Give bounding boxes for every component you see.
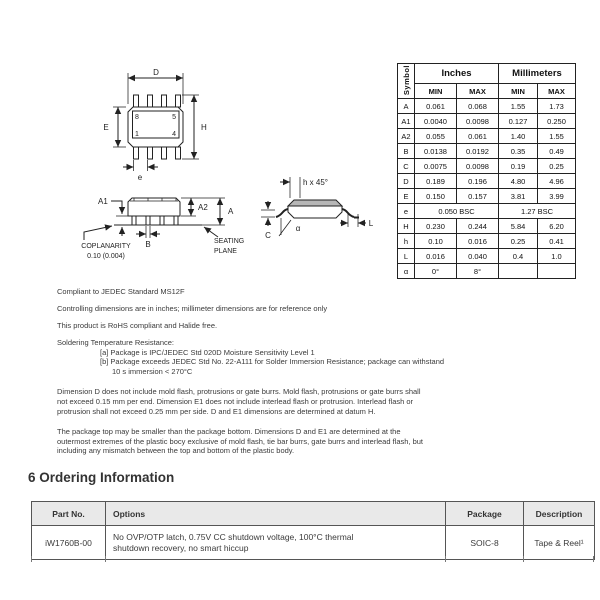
part-number-cell: iW1760B-00 (32, 526, 106, 560)
dim-row-D (398, 174, 576, 189)
dim-value: 1.73 (538, 99, 576, 114)
dim-value: 0.49 (538, 144, 576, 159)
dim-row-e (398, 204, 576, 219)
note-line: outermost extremes of the plastic bocy exclusive of mold flash, tie bar burrs, gate burrs and interlead flash, but (57, 436, 424, 446)
dim-label-b: B (145, 240, 151, 249)
dim-value: 0.0040 (415, 114, 457, 129)
dim-value: 0.157 (457, 189, 499, 204)
dim-value: 0.189 (415, 174, 457, 189)
dim-label-pitch: e (137, 173, 143, 182)
note-soldering (57, 338, 497, 376)
dim-value: 1.40 (499, 129, 538, 144)
dim-value: 0.250 (538, 114, 576, 129)
dim-label-c: C (265, 231, 271, 240)
ic-body-outline (128, 107, 183, 147)
dim-symbol: e (398, 204, 415, 219)
dim-value: 0.41 (538, 234, 576, 249)
dim-symbol: D (398, 174, 415, 189)
dim-value: 1.0 (538, 249, 576, 264)
dim-value: 0.0192 (457, 144, 499, 159)
dim-value: 0.25 (499, 234, 538, 249)
dim-value: 0.040 (457, 249, 499, 264)
ordering-row (32, 526, 595, 560)
dim-value: 0.25 (538, 159, 576, 174)
note-compliance: Compliant to JEDEC Standard MS12F (57, 287, 185, 296)
dim-symbol: A2 (398, 129, 415, 144)
note-line: not exceed 0.15 mm per end. Dimension E1 does not include interlead flash or protrusion. Interlead flash or (57, 396, 414, 406)
dim-symbol: E (398, 189, 415, 204)
table-continuation-stub (523, 556, 524, 562)
coplanarity-value: 0.10 (0.004) (87, 253, 125, 260)
col-header-part-no: Part No. (32, 502, 106, 526)
dim-value: 0.10 (415, 234, 457, 249)
dim-value (499, 264, 538, 279)
description-cell: Tape & Reel¹ (524, 526, 595, 560)
dim-row-alpha (398, 264, 576, 279)
dim-value: 0.0138 (415, 144, 457, 159)
package-top-view-diagram (60, 55, 250, 187)
dim-value: 0.127 (499, 114, 538, 129)
inches-min-header: MIN (415, 84, 457, 99)
ordering-header-row (32, 502, 595, 526)
pin-number-4: 4 (172, 131, 176, 138)
ordering-section-heading: 6 Ordering Information (28, 470, 175, 485)
dim-value: 0.19 (499, 159, 538, 174)
dim-value: 0.016 (415, 249, 457, 264)
seating-plane-label-2: PLANE (214, 248, 237, 255)
dimensions-table (397, 63, 576, 279)
dim-row-A1 (398, 114, 576, 129)
coplanarity-label: COPLANARITY (81, 243, 131, 250)
dim-row-C (398, 159, 576, 174)
dim-value: 4.80 (499, 174, 538, 189)
dim-value: 0.016 (457, 234, 499, 249)
dim-row-L (398, 249, 576, 264)
dim-value-span: 1.27 BSC (499, 204, 576, 219)
note-line: Dimension D does not include mold flash, protrusions or gate burrs. Mold flash, protrusions or gate burrs shall (57, 387, 421, 397)
note-soldering-b-cont: 10 s immersion < 270°C (112, 366, 193, 376)
dim-value (538, 264, 576, 279)
dim-value: 0.061 (457, 129, 499, 144)
dim-label-d: D (153, 68, 159, 77)
table-continuation-stub (31, 556, 32, 562)
dim-label-a2: A2 (198, 203, 208, 212)
inches-header: Inches (415, 64, 499, 84)
dim-value: 6.20 (538, 219, 576, 234)
dim-value: 0.055 (415, 129, 457, 144)
dim-value: 5.84 (499, 219, 538, 234)
dim-value: 0.35 (499, 144, 538, 159)
dim-value: 0.0075 (415, 159, 457, 174)
note-package-top (57, 427, 497, 456)
col-header-options: Options (106, 502, 446, 526)
mm-max-header: MAX (538, 84, 576, 99)
dim-value: 1.55 (499, 99, 538, 114)
package-end-view-diagram (255, 172, 385, 260)
dim-label-e: E (103, 123, 109, 132)
dim-row-H (398, 219, 576, 234)
col-header-package: Package (446, 502, 524, 526)
dim-symbol: B (398, 144, 415, 159)
dim-row-h (398, 234, 576, 249)
dim-label-a: A (228, 207, 234, 216)
dim-row-E (398, 189, 576, 204)
package-cell: SOIC-8 (446, 526, 524, 560)
pin-number-8: 8 (135, 114, 139, 121)
dim-label-alpha: α (295, 224, 301, 233)
note-line: protrusion shall not exceed 0.25 mm per side. D and E1 dimensions are determined at datum H. (57, 406, 376, 416)
dim-value: 8° (457, 264, 499, 279)
note-line: including any mismatch between the top and bottom of the plastic body. (57, 446, 295, 456)
dim-value: 0° (415, 264, 457, 279)
dim-value: 0.4 (499, 249, 538, 264)
inches-max-header: MAX (457, 84, 499, 99)
dim-symbol: H (398, 219, 415, 234)
dim-row-A2 (398, 129, 576, 144)
dim-label-h: H (201, 123, 207, 132)
options-line: shutdown recovery, no smart hiccup (113, 542, 249, 553)
symbol-header: Symbol (398, 64, 415, 99)
dim-label-chamfer: h x 45° (303, 178, 328, 187)
note-soldering-a: [a] Package is IPC/JEDEC Std 020D Moisture Sensitivity Level 1 (100, 347, 315, 357)
dim-value: 4.96 (538, 174, 576, 189)
note-dimension-d (57, 387, 497, 416)
pin-number-1: 1 (135, 131, 139, 138)
seating-plane-label-1: SEATING (214, 238, 245, 245)
table-continuation-stub (105, 556, 106, 562)
mm-min-header: MIN (499, 84, 538, 99)
dim-label-a1: A1 (98, 197, 108, 206)
options-cell (106, 526, 446, 560)
pin-number-5: 5 (172, 114, 176, 121)
note-soldering-b: [b] Package exceeds JEDEC Std No. 22-A111 for Solder Immersion Resistance; package can withstand (100, 357, 445, 367)
dim-row-A (398, 99, 576, 114)
dim-label-l: L (368, 219, 374, 228)
table-continuation-stub (593, 556, 594, 562)
col-header-description: Description (524, 502, 595, 526)
ordering-table (31, 501, 595, 560)
note-line: The package top may be smaller than the package bottom. Dimensions D and E1 are determined at the (57, 427, 401, 437)
note-rohs: This product is RoHS compliant and Halide free. (57, 320, 218, 330)
dim-symbol: h (398, 234, 415, 249)
package-side-view-diagram (70, 185, 250, 270)
dim-symbol: L (398, 249, 415, 264)
dim-value-span: 0.050 BSC (415, 204, 499, 219)
dim-value: 1.55 (538, 129, 576, 144)
table-continuation-stub (445, 556, 446, 562)
note-soldering-title: Soldering Temperature Resistance: (57, 337, 175, 347)
dim-symbol: A1 (398, 114, 415, 129)
dim-value: 3.81 (499, 189, 538, 204)
dim-value: 0.230 (415, 219, 457, 234)
package-notes (57, 287, 497, 467)
dim-value: 0.061 (415, 99, 457, 114)
dim-value: 0.0098 (457, 114, 499, 129)
dim-symbol: C (398, 159, 415, 174)
note-controlling-dims: Controlling dimensions are in inches; millimeter dimensions are for reference only (57, 303, 328, 313)
millimeters-header: Millimeters (499, 64, 576, 84)
dim-value: 0.244 (457, 219, 499, 234)
dim-value: 0.196 (457, 174, 499, 189)
dim-value: 0.150 (415, 189, 457, 204)
dim-symbol: A (398, 99, 415, 114)
dim-row-B (398, 144, 576, 159)
dim-symbol: α (398, 264, 415, 279)
dim-value: 0.0098 (457, 159, 499, 174)
dim-value: 0.068 (457, 99, 499, 114)
options-line: No OVP/OTP latch, 0.75V CC shutdown voltage, 100°C thermal (113, 532, 354, 542)
dim-value: 3.99 (538, 189, 576, 204)
